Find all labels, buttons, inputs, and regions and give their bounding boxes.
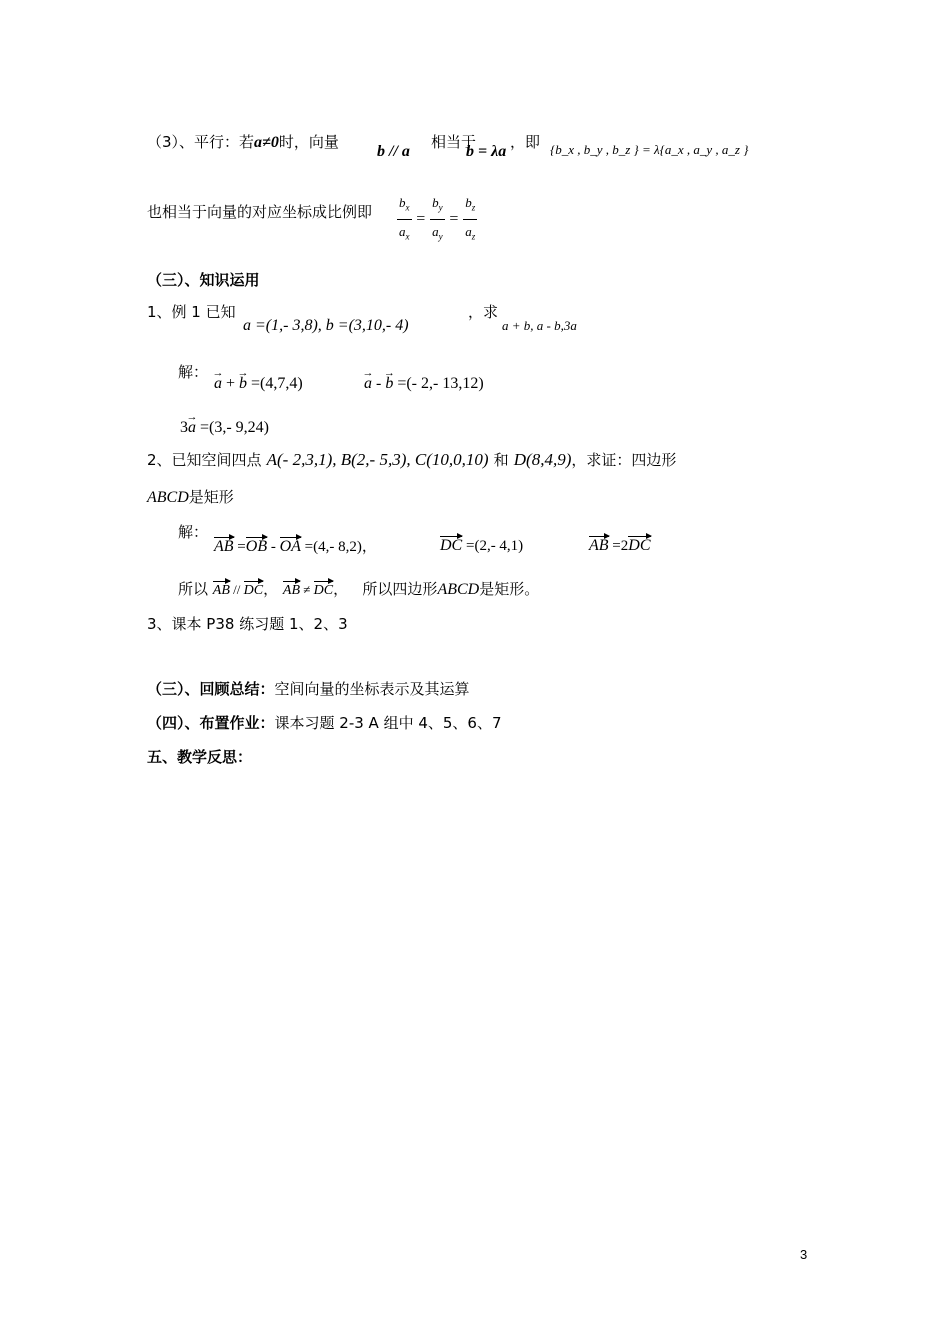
example2-ab-equals-2dc: AB =2DC: [589, 537, 651, 554]
parallel-label: （3）、平行：若: [147, 133, 255, 151]
vector-dc: DC: [314, 581, 333, 601]
vector-ab: AB: [213, 581, 230, 601]
reflection-label: 五、教学反思：: [147, 748, 253, 766]
example2-quad-line: [147, 487, 234, 508]
example1-ask: ，求: [468, 303, 499, 321]
ratio-fractions: $\frac{b_x}{a_x}$ = $\frac{b_y}{a_y}$ = $\frac{b_z}{a_z}$: [397, 195, 477, 244]
example1-targets: a + b, a - b,3a: [502, 318, 577, 333]
parallel-ie-text: ，即: [510, 133, 541, 151]
example2-vector-dc: DC =(2,- 4,1): [440, 537, 524, 554]
parallel-relation: [377, 141, 410, 162]
so-text: 所以: [178, 580, 209, 598]
vector-dc: DC: [628, 537, 651, 554]
review-label: （三）、回顾总结：: [147, 680, 275, 698]
homework-text: 课本习题 2-3 A 组中 4、5、6、7: [274, 714, 502, 732]
parallel-components-expr: {b_x , b_y , b_z } = λ{a_x , a_y , a_z }: [550, 142, 749, 157]
homework-label: （四）、布置作业：: [147, 714, 275, 732]
ratio-line: [147, 202, 372, 222]
homework-line: [147, 713, 502, 733]
is-rectangle: 是矩形: [188, 488, 234, 506]
conclude-text: 所以四边形: [362, 580, 438, 598]
vector-ab: AB: [214, 538, 234, 555]
example2-point-d: D(8,4,9): [513, 450, 572, 469]
parallel-components: [550, 139, 748, 160]
section-title-application: （三）、知识运用: [147, 271, 260, 289]
parallel-ie: [510, 132, 540, 152]
parallel-rel-expr: b // a: [377, 143, 410, 160]
vector-ob: OB: [245, 538, 268, 555]
parallel-line: [147, 132, 339, 153]
review-text: 空间向量的坐标表示及其运算: [274, 680, 470, 698]
vector-dc: DC: [440, 537, 463, 554]
parallel-condition: a≠0: [254, 134, 279, 151]
example2-conclusion: 所以 AB // DC， AB ≠ DC， 所以四边形ABCD是矩形。: [178, 579, 539, 601]
example1-prefix: 1、例 1 已知: [147, 303, 236, 321]
example2-statement: [147, 450, 676, 470]
parallel-equiv-text: 相当于: [431, 133, 477, 151]
example1-triple: 3→ a =(3,- 9,24): [180, 418, 269, 438]
vector-oa: OA: [279, 538, 301, 555]
example2-solution-label: 解：: [178, 523, 209, 541]
example1-sum: → a + → b =(4,7,4): [214, 374, 303, 394]
fraction-x: $\frac{b_x}{a_x}$: [399, 195, 410, 242]
quad-name: ABCD: [437, 581, 480, 598]
fraction-y: $\frac{b_y}{a_y}$: [432, 195, 443, 242]
example2-vector-ab: AB =OB - OA =(4,- 8,2)，: [214, 537, 377, 555]
parallel-lambda-expr: b = λa: [466, 143, 507, 160]
parallel-expression: [466, 141, 506, 162]
vector-dc: DC: [244, 581, 263, 601]
review-line: [147, 679, 470, 699]
is-rectangle: 是矩形。: [479, 580, 540, 598]
example1-solution-label: 解：: [178, 363, 209, 381]
vector-b: → b: [239, 374, 247, 394]
page-number: 3: [800, 1247, 808, 1262]
vector-b: → b: [385, 374, 393, 394]
example2-prove: ，求证：四边形: [571, 451, 677, 469]
parallel-when: 时，向量: [278, 133, 339, 151]
example2-points: A(- 2,3,1), B(2,- 5,3), C(10,0,10): [266, 450, 489, 469]
exercise-line: 3、课本 P38 练习题 1、2、3: [147, 615, 348, 633]
example1-difference: → a - → b =(- 2,- 13,12): [364, 374, 484, 394]
ratio-text: 也相当于向量的对应坐标成比例即: [147, 203, 373, 221]
vector-a: → a: [188, 418, 196, 438]
quad-name: ABCD: [147, 489, 189, 506]
vector-a: → a: [214, 374, 222, 394]
fraction-z: $\frac{b_z}{a_z}$: [465, 195, 476, 242]
example1-given: a =(1,- 3,8), b =(3,10,- 4): [243, 317, 409, 334]
vector-ab: AB: [283, 581, 300, 601]
vector-ab: AB: [589, 537, 609, 554]
vector-a: → a: [364, 374, 372, 394]
example2-prefix: 2、已知空间四点: [147, 451, 262, 469]
example2-and: 和: [493, 451, 509, 469]
